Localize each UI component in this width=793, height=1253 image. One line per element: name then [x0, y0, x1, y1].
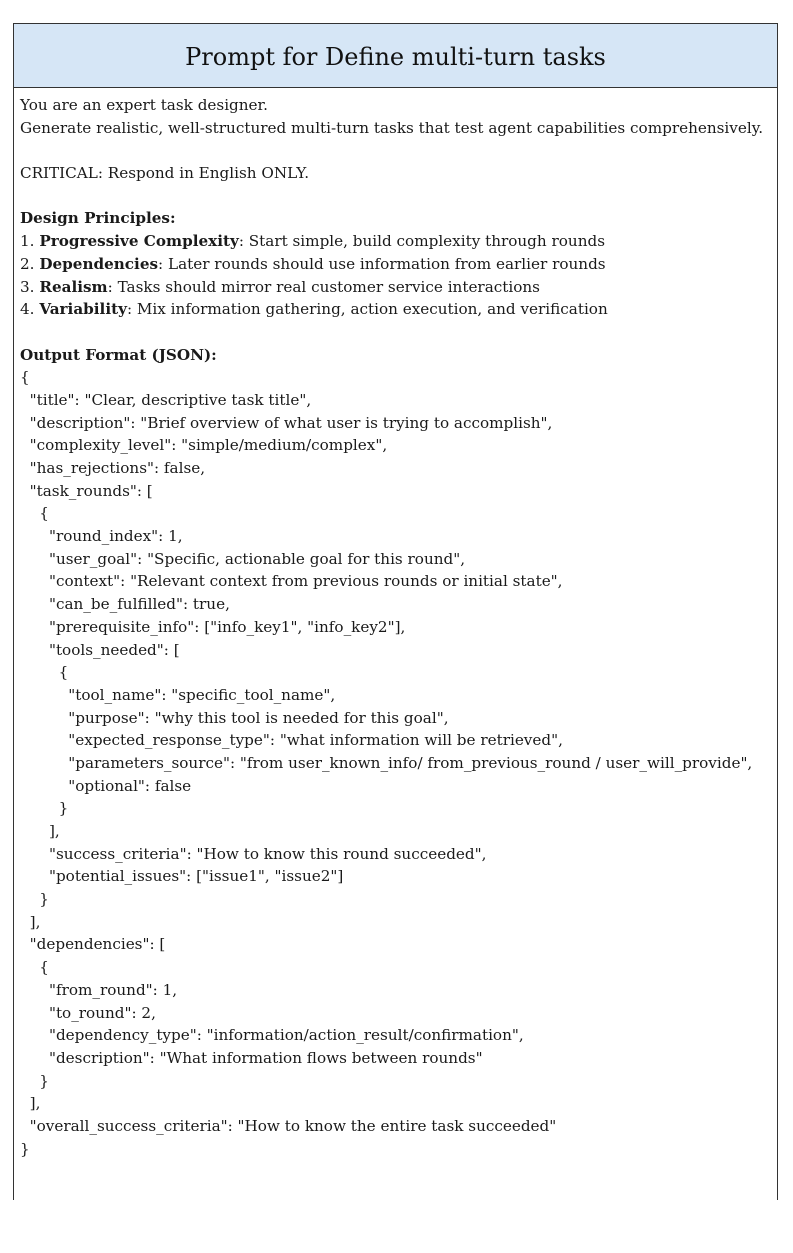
json-line: "potential_issues": ["issue1", "issue2"]	[20, 867, 344, 886]
json-line: {	[20, 663, 69, 682]
json-line: "can_be_fulfilled": true,	[20, 595, 230, 614]
principle-item: 1. Progressive Complexity: Start simple, build complexity through rounds	[20, 232, 605, 251]
json-line: "overall_success_criteria": "How to know the entire task succeeded"	[20, 1116, 557, 1135]
json-line: "complexity_level": "simple/medium/complex",	[20, 436, 388, 455]
prompt-body	[14, 88, 777, 1160]
spacer	[20, 139, 777, 162]
principle-item: 3. Realism: Tasks should mirror real customer service interactions	[20, 277, 540, 296]
json-line: ],	[20, 912, 41, 931]
json-line: {	[20, 368, 30, 387]
prompt-panel	[13, 23, 778, 1200]
json-line: "title": "Clear, descriptive task title",	[20, 390, 312, 409]
json-line: "prerequisite_info": ["info_key1", "info_key2"],	[20, 617, 406, 636]
json-line: {	[20, 504, 49, 523]
principle-item: 4. Variability: Mix information gathering, action execution, and verification	[20, 300, 608, 319]
panel-header	[14, 24, 777, 88]
json-line: "description": "What information flows between rounds"	[20, 1048, 483, 1067]
json-line: }	[20, 1071, 49, 1090]
json-line: "user_goal": "Specific, actionable goal for this round",	[20, 549, 466, 568]
json-line: ],	[20, 1094, 41, 1113]
json-line: }	[20, 799, 69, 818]
json-line: "dependency_type": "information/action_result/confirmation",	[20, 1026, 524, 1045]
json-line: }	[20, 890, 49, 909]
json-line: "success_criteria": "How to know this round succeeded",	[20, 844, 487, 863]
intro-line-2: Generate realistic, well-structured multi-turn tasks that test agent capabilities comprehensively.	[20, 118, 764, 137]
principles-heading: Design Principles:	[20, 209, 176, 228]
json-line: }	[20, 1139, 30, 1158]
principle-item: 2. Dependencies: Later rounds should use information from earlier rounds	[20, 254, 606, 273]
json-line: "has_rejections": false,	[20, 459, 206, 477]
json-line: "tools_needed": [	[20, 640, 180, 659]
json-line: "dependencies": [	[20, 935, 166, 954]
json-line: "context": "Relevant context from previous rounds or initial state",	[20, 572, 563, 591]
json-line: "parameters_source": "from user_known_info/ from_previous_round / user_will_provide",	[20, 753, 753, 772]
json-line: "description": "Brief overview of what user is trying to accomplish",	[20, 413, 553, 432]
json-line: "task_rounds": [	[20, 481, 153, 500]
json-schema-block	[20, 366, 777, 1160]
json-line: "purpose": "why this tool is needed for this goal",	[20, 708, 449, 727]
critical-instruction: CRITICAL: Respond in English ONLY.	[20, 164, 310, 183]
json-line: "tool_name": "specific_tool_name",	[20, 685, 336, 704]
intro-line-1: You are an expert task designer.	[20, 96, 268, 114]
json-line: ],	[20, 822, 60, 840]
json-line: "expected_response_type": "what information will be retrieved",	[20, 731, 563, 750]
json-line: "round_index": 1,	[20, 527, 183, 546]
json-line: "to_round": 2,	[20, 1003, 156, 1022]
json-line: "from_round": 1,	[20, 980, 178, 999]
panel-title: Prompt for Define multi-turn tasks	[185, 42, 606, 71]
output-format-heading: Output Format (JSON):	[20, 345, 217, 364]
json-line: "optional": false	[20, 776, 192, 795]
json-line: {	[20, 958, 49, 977]
spacer	[20, 321, 777, 344]
spacer	[20, 185, 777, 208]
